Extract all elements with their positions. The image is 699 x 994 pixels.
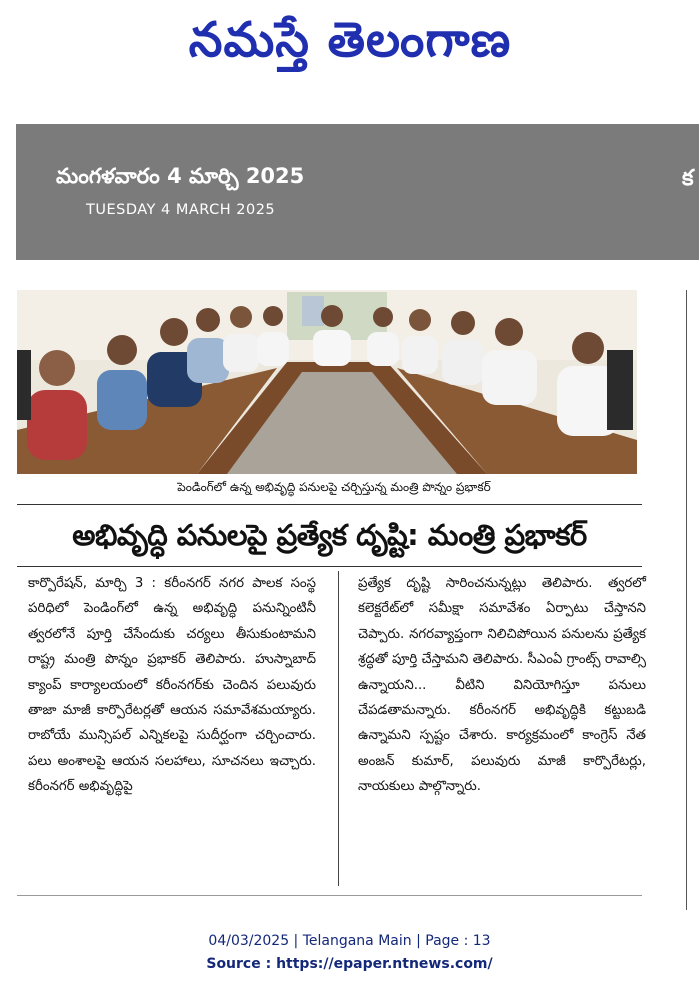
article-body-right-column: ప్రత్యేక దృష్టి సారించనున్నట్లు తెలిపారు. త్వరలో కలెక్టరేట్‌లో సమీక్షా సమావేశం ఏర్పాటు చేస్తానని చెప్పారు. నగరవ్యాప్తంగా నిలిచిపోయిన పనులను ప్రత్యేక శ్రద్ధతో పూర్తి చేస్తామని తెలిపారు. సీఎంఏ గ్రాంట్స్ రావాల్సి ఉన్నాయని... వీటిని వినియోగిస్తూ పనులు చేపడతామన్నారు. కరీంనగర్ అభివృద్ధికి కట్టుబడి ఉన్నామని స్పష్టం చేశారు. కార్యక్రమంలో కాంగ్రెస్ నేత అంజన్ కుమార్, పలువురు మాజీ కార్పొరేటర్లు, నాయకులు పాల్గొన్నారు. — [358, 576, 646, 795]
headline-rule-top — [17, 504, 642, 505]
date-band-edge-char: క — [682, 166, 694, 191]
meeting-photo-illustration — [17, 290, 637, 474]
column-divider — [338, 571, 339, 886]
adjacent-column-rule — [686, 290, 687, 910]
newspaper-logo: నమస్తే తెలంగాణ — [188, 12, 512, 68]
article-bottom-rule — [17, 895, 642, 896]
date-telugu: మంగళవారం 4 మార్చి 2025 — [56, 164, 305, 188]
article-headline: అభివృద్ధి పనులపై ప్రత్యేక దృష్టి: మంత్రి ప్రభాకర్ — [72, 518, 587, 552]
date-band — [16, 124, 699, 260]
article-body-left-column: కార్పొరేషన్, మార్చి 3 : కరీంనగర్ నగర పాలక సంస్థ పరిధిలో పెండింగ్‌లో ఉన్న అభివృద్ధి పనున్నింటినీ త్వరలోనే పూర్తి చేసేందుకు చర్యలు తీసుకుంటామని రాష్ట్ర మంత్రి పొన్నం ప్రభాకర్ తెలిపారు. హుస్నాబాద్ క్యాంప్ కార్యాలయంలో కరీంనగర్‌కు చెందిన పలువురు తాజా మాజీ కార్పొరేటర్లతో ఆయన సమావేశమయ్యారు. రాబోయే మున్సిపల్ ఎన్నికలపై సుదీర్ఘంగా చర్చించారు. పలు అంశాలపై ఆయన సలహాలు, సూచనలు ఇచ్చారు. కరీంనగర్ అభివృద్ధిపై — [28, 576, 316, 795]
article-photo — [17, 290, 637, 474]
footer-source-link[interactable]: Source : https://epaper.ntnews.com/ — [206, 956, 493, 972]
photo-caption: పెండింగ్‌లో ఉన్న అభివృద్ధి పనులపై చర్చిస్తున్న మంత్రి పొన్నం ప్రభాకర్ — [177, 480, 491, 494]
date-english: TUESDAY 4 MARCH 2025 — [86, 202, 276, 218]
masthead — [0, 0, 699, 120]
headline-rule-bottom — [17, 566, 642, 567]
footer-publication-info: 04/03/2025 | Telangana Main | Page : 13 — [208, 933, 491, 949]
